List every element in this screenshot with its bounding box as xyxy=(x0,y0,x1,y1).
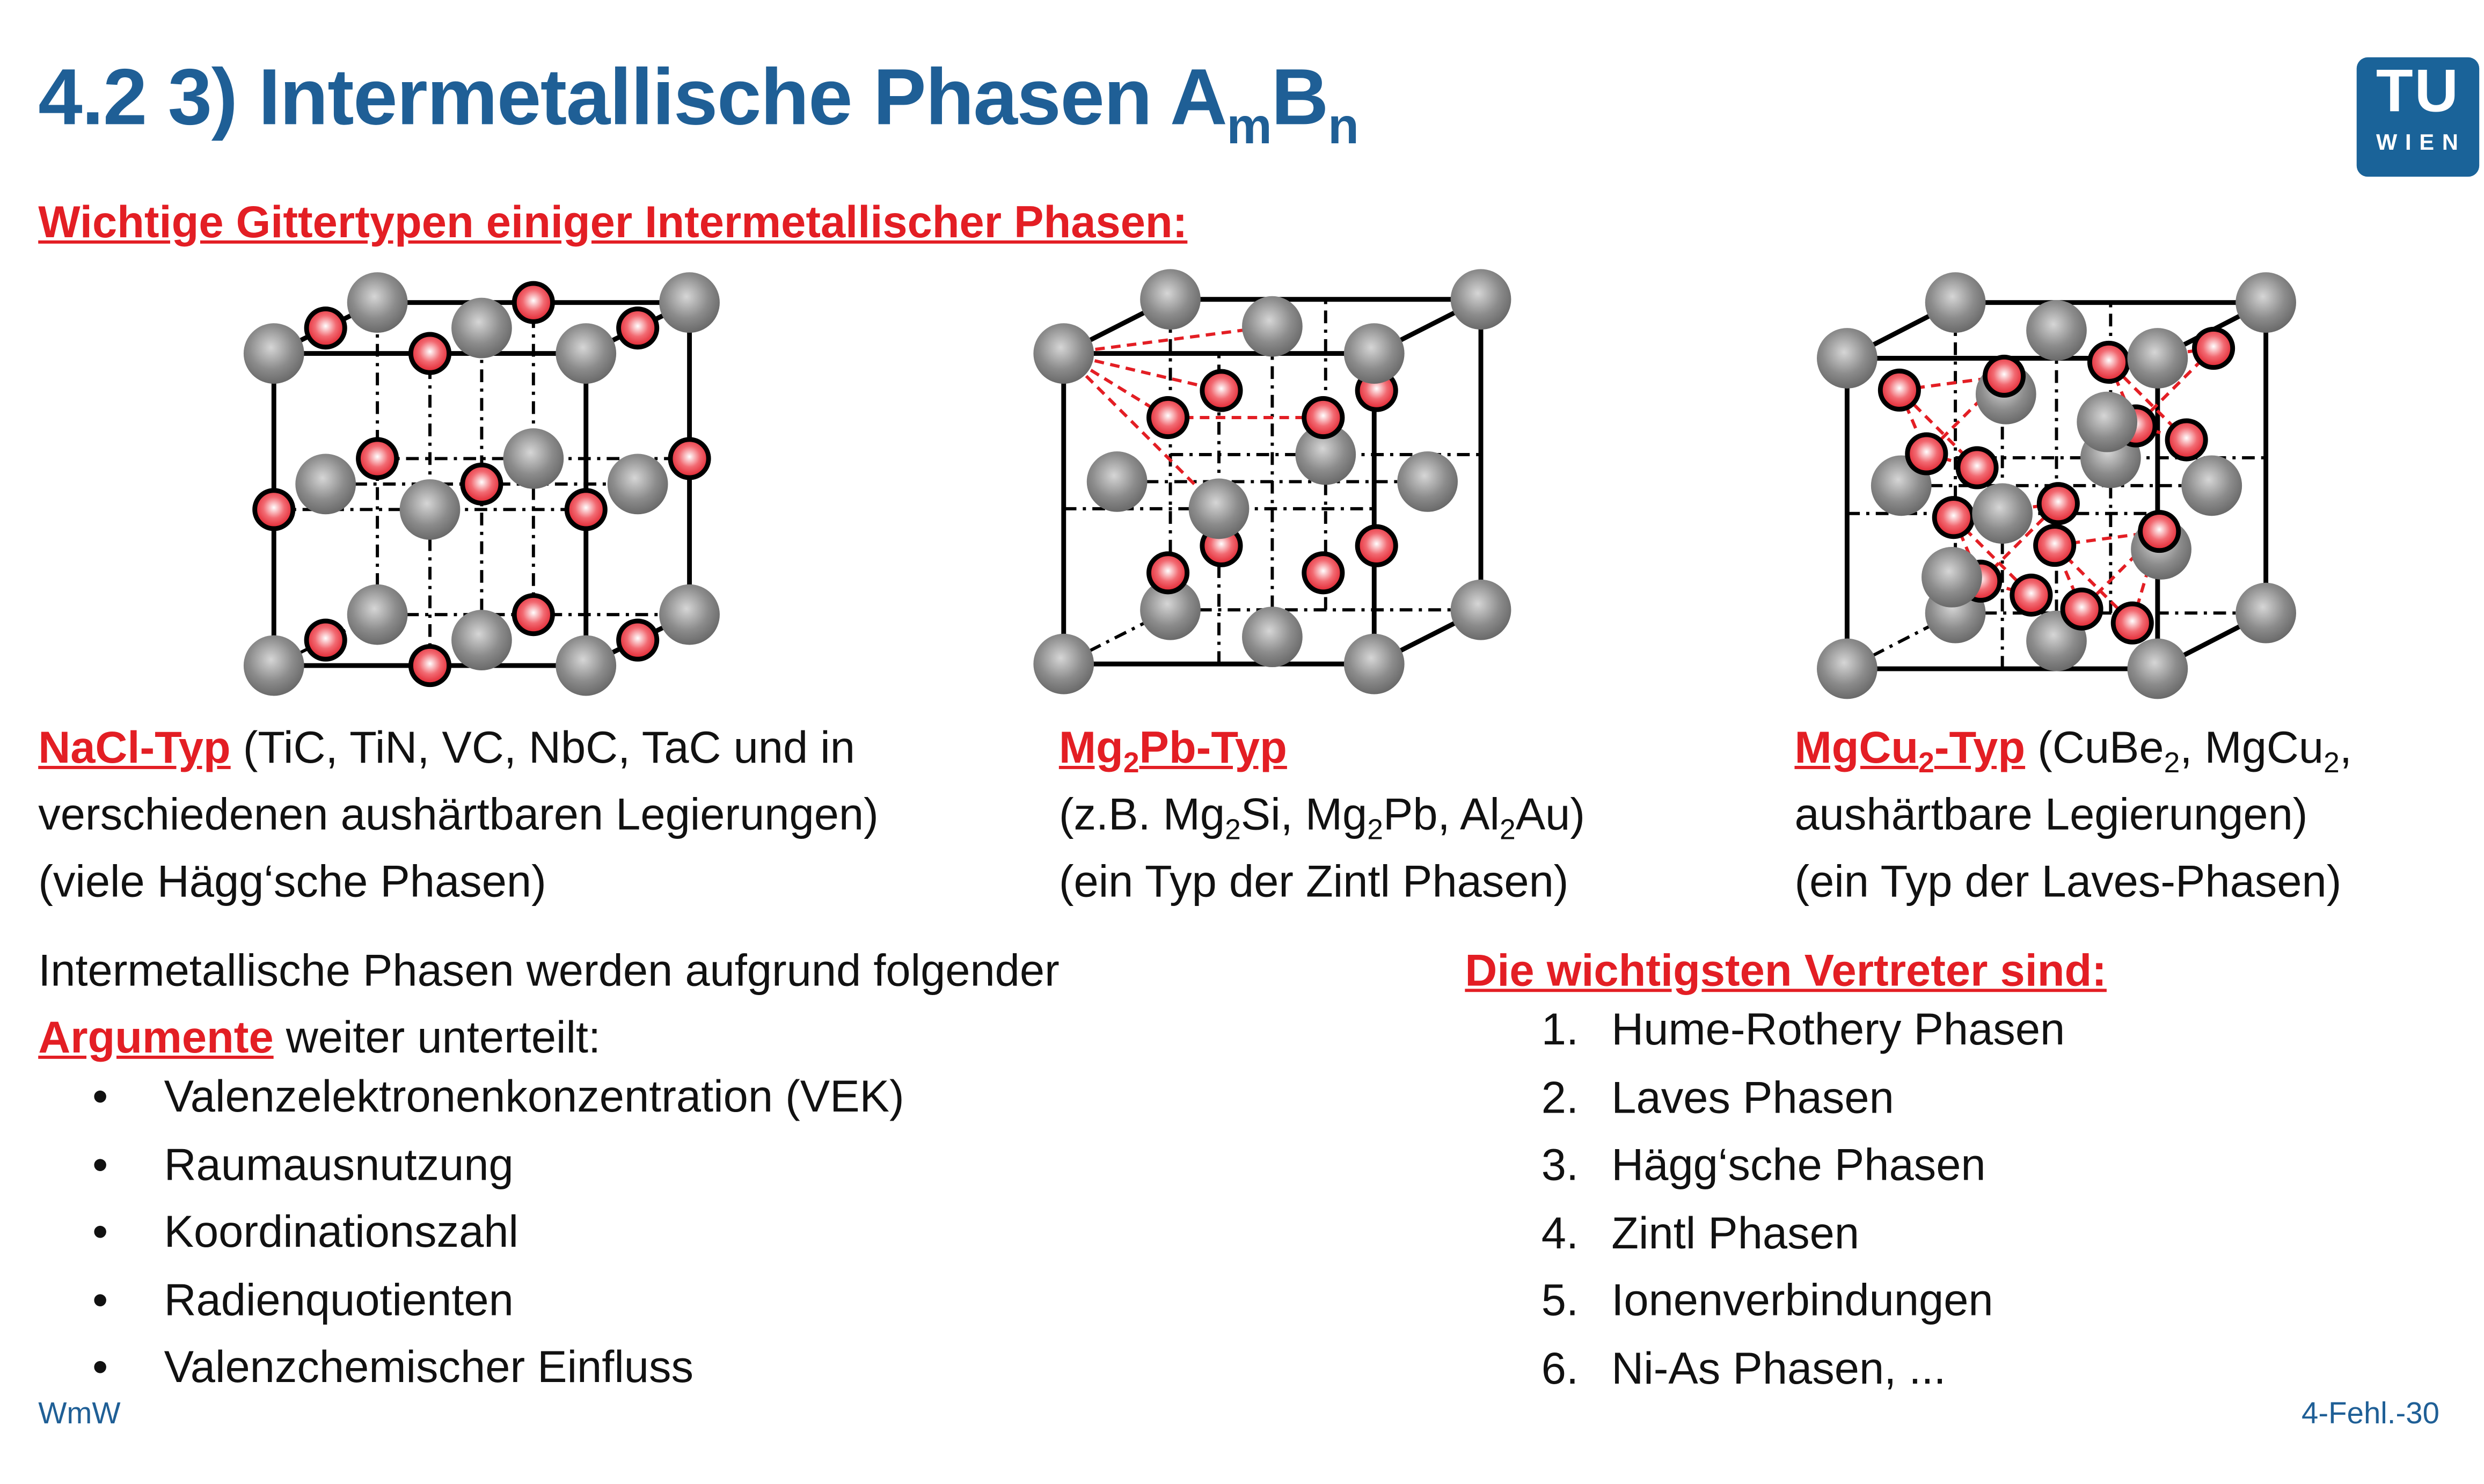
atom-red xyxy=(670,440,708,478)
mgcu2-examples xyxy=(2025,722,2352,779)
argument-item: Valenzelektronenkonzentration (VEK) xyxy=(164,1071,904,1121)
atom-red xyxy=(359,440,397,478)
argument-item: Koordinationszahl xyxy=(164,1207,518,1256)
atom-red xyxy=(1149,554,1187,592)
atom-red xyxy=(567,491,605,529)
atom-red xyxy=(306,621,345,659)
atom-red xyxy=(1958,449,1996,487)
footer-left: WmW xyxy=(38,1398,121,1432)
mg2pb-line2 xyxy=(1059,782,1585,849)
atom-gray xyxy=(1242,296,1303,357)
list-number: 2. xyxy=(1541,1072,1579,1122)
atom-red xyxy=(2113,604,2151,642)
atom-gray xyxy=(1451,580,1511,640)
atom-gray xyxy=(347,272,408,333)
atom-gray xyxy=(1033,634,1094,695)
list-number: 4. xyxy=(1541,1208,1579,1258)
atom-red xyxy=(514,283,552,321)
mg2pb-caption xyxy=(1059,715,1585,916)
atom-gray xyxy=(2235,583,2296,644)
t: -Typ xyxy=(1934,722,2026,772)
atom-red xyxy=(1149,398,1187,436)
title-b: B xyxy=(1271,52,1328,142)
atom-red xyxy=(411,646,449,684)
atom-gray xyxy=(2128,328,2188,389)
atom-gray xyxy=(347,584,408,645)
nacl-line3: (viele Hägg‘sche Phasen) xyxy=(38,857,546,907)
atom-red xyxy=(2140,513,2179,551)
atom-gray xyxy=(1242,606,1303,667)
atom-red xyxy=(619,309,657,347)
mgcu2-line2: aushärtbare Legierungen) xyxy=(1794,789,2308,839)
atom-red xyxy=(2036,526,2074,564)
atom-gray xyxy=(451,298,512,359)
bullet-icon: • xyxy=(92,1342,108,1392)
representative-item: Hume-Rothery Phasen xyxy=(1611,1004,2065,1054)
atom-gray xyxy=(244,323,304,384)
mg2pb-line3: (ein Typ der Zintl Phasen) xyxy=(1058,857,1569,907)
logo-tu: TU xyxy=(2376,59,2460,126)
atom-gray xyxy=(1189,478,1250,539)
list-number: 1. xyxy=(1541,1004,1579,1054)
atom-red xyxy=(2063,590,2101,628)
atom-gray xyxy=(2026,300,2087,361)
t: 2 xyxy=(2164,747,2180,779)
t: Pb, Al xyxy=(1383,789,1500,839)
t: 2 xyxy=(1367,813,1383,846)
atom-gray xyxy=(659,272,720,333)
argument-item: Raumausnutzung xyxy=(164,1139,514,1189)
title-sub-m: m xyxy=(1226,97,1272,155)
atom-red xyxy=(1357,527,1396,565)
mgcu2-caption xyxy=(1794,715,2351,916)
atom-red xyxy=(1985,357,2023,395)
atom-red xyxy=(1202,371,1240,410)
atom-red xyxy=(306,309,345,347)
mg2pb-unit-cell xyxy=(1033,269,1511,694)
atom-gray xyxy=(503,428,564,489)
t: , MgCu xyxy=(2180,722,2324,772)
t: MgCu xyxy=(1794,722,1919,772)
representative-item: Zintl Phasen xyxy=(1611,1208,1860,1258)
mgcu2-line3: (ein Typ der Laves-Phasen) xyxy=(1794,857,2342,907)
atom-red xyxy=(255,491,293,529)
nacl-unit-cell xyxy=(244,272,720,696)
argument-item: Valenzchemischer Einfluss xyxy=(164,1342,694,1392)
mgcu2-unit-cell xyxy=(1817,272,2296,699)
bullet-icon: • xyxy=(92,1274,108,1324)
intro-line2: weiter unterteilt: xyxy=(273,1012,601,1062)
atom-gray xyxy=(1972,483,2033,544)
page-number: 4-Fehl.-30 xyxy=(2302,1398,2439,1432)
atom-red xyxy=(2012,576,2050,614)
atom-gray xyxy=(659,584,720,645)
atom-red xyxy=(463,465,501,503)
atom-gray xyxy=(608,454,668,515)
t: 2 xyxy=(2324,747,2340,779)
atom-red xyxy=(1880,371,1918,409)
atom-gray xyxy=(1033,323,1094,384)
section-subtitle: Wichtige Gittertypen einiger Intermetallischer Phasen: xyxy=(38,197,1188,247)
atom-gray xyxy=(1817,328,1877,389)
atom-gray xyxy=(1922,547,1982,608)
atom-red xyxy=(411,334,449,372)
atom-red xyxy=(619,621,657,659)
nacl-examples: (TiC, TiN, VC, NbC, TaC und in xyxy=(230,722,855,772)
atom-gray xyxy=(295,454,356,515)
atom-gray xyxy=(1087,451,1148,512)
representatives-heading: Die wichtigsten Vertreter sind: xyxy=(1465,946,2107,996)
intro-line1: Intermetallische Phasen werden aufgrund folgender xyxy=(38,946,1060,996)
mg2pb-type-label xyxy=(1059,715,1585,782)
bullet-icon: • xyxy=(92,1071,108,1121)
atom-red xyxy=(1304,554,1342,592)
atom-gray xyxy=(556,635,616,696)
atom-red xyxy=(1304,398,1342,436)
atom-red xyxy=(2039,485,2077,523)
arguments-keyword: Argumente xyxy=(38,1012,274,1062)
atom-gray xyxy=(1397,451,1458,512)
representative-item: Ni-As Phasen, ... xyxy=(1611,1343,1946,1393)
representative-item: Laves Phasen xyxy=(1611,1072,1894,1122)
atom-gray xyxy=(451,610,512,670)
t: (z.B. Mg xyxy=(1058,789,1225,839)
t: Mg xyxy=(1058,722,1123,772)
atom-gray xyxy=(400,479,461,540)
atom-gray xyxy=(2235,272,2296,333)
atom-red xyxy=(514,596,552,634)
title-sub-n: n xyxy=(1327,97,1358,155)
t: Au) xyxy=(1515,789,1586,839)
t: 2 xyxy=(1918,747,1934,779)
t: 2 xyxy=(1225,813,1241,846)
nacl-line2: verschiedenen aushärtbaren Legierungen) xyxy=(38,789,879,839)
atom-gray xyxy=(2077,392,2137,452)
list-number: 3. xyxy=(1541,1140,1579,1190)
atom-gray xyxy=(2128,639,2188,699)
t: Pb-Typ xyxy=(1139,722,1287,772)
atom-gray xyxy=(1140,269,1201,330)
atom-red xyxy=(2167,421,2205,459)
atom-gray xyxy=(1817,639,1877,699)
list-number: 5. xyxy=(1541,1275,1579,1325)
atom-gray xyxy=(1451,269,1511,330)
arguments-intro xyxy=(38,938,1060,1071)
argument-item: Radienquotienten xyxy=(164,1274,514,1324)
representative-item: Ionenverbindungen xyxy=(1611,1275,1993,1325)
atom-gray xyxy=(2181,455,2242,516)
atom-red xyxy=(2194,329,2232,367)
representative-item: Hägg‘sche Phasen xyxy=(1611,1140,1986,1190)
atom-gray xyxy=(1344,634,1405,695)
list-number: 6. xyxy=(1541,1343,1579,1393)
t: Si, Mg xyxy=(1240,789,1368,839)
nacl-caption xyxy=(38,715,879,916)
atom-red xyxy=(1908,435,1946,473)
logo-wien: WIEN xyxy=(2376,129,2466,155)
t: (CuBe xyxy=(2025,722,2164,772)
atom-gray xyxy=(1925,272,1986,333)
nacl-type-label: NaCl-Typ xyxy=(38,722,231,772)
atom-red xyxy=(2090,343,2128,381)
atom-gray xyxy=(244,635,304,696)
t: 2 xyxy=(1500,813,1516,846)
mgcu2-type-label xyxy=(1794,722,2026,779)
title-text: 4.2 3) Intermetallische Phasen A xyxy=(38,52,1227,142)
bullet-icon: • xyxy=(92,1207,108,1256)
t: , xyxy=(2339,722,2352,772)
bullet-icon: • xyxy=(92,1139,108,1189)
t: 2 xyxy=(1123,747,1139,779)
atom-red xyxy=(1934,499,1972,537)
atom-gray xyxy=(1344,323,1405,384)
atom-gray xyxy=(556,323,616,384)
